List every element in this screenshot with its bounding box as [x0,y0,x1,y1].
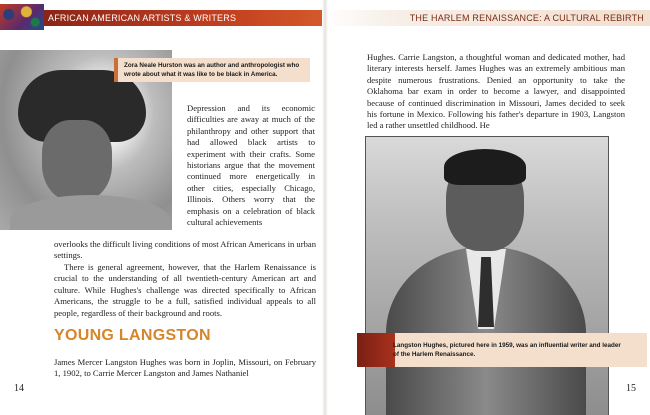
langston-photo-caption: Langston Hughes, pictured here in 1959, was an influential writer and leader of the Harlem Renaissance. [393,342,621,358]
section-heading: YOUNG LANGSTON [54,327,211,344]
running-head-right: THE HARLEM RENAISSANCE: A CULTURAL REBIRTH [409,13,644,23]
right-page [325,0,650,415]
header-collage-image [0,4,44,30]
zora-photo-caption: Zora Neale Hurston was an author and anthropologist who wrote about what it was like to be black in America. [118,58,310,82]
body-paragraph-narrow: Depression and its economic difficulties are away at much of the philanthropy and other support that had allowed black artists to experiment with their crafts. Some historians argue that the movement continued more energetically in other cities, especially Chicago, Illinois. Others worry that the emphasis on a celebration of black cultural achievements [187,103,315,228]
page-number-right: 15 [626,383,636,394]
langston-hughes-photo [365,136,609,415]
langston-photo-caption-box [357,333,647,367]
hair-shape [444,149,526,185]
body-paragraph-top: Hughes. Carrie Langston, a thoughtful woman and dedicated mother, had literary interests herself. James Hughes was an extremely ambitious man despite numerous frustrations. Denied an opportunity to take the Oklahoma bar exam in order to become a lawyer, and disappointed because of continued discrimination in Missouri, James decided to seek his fortune in Mexico. Following his father's departure in 1903, Langston led a rather unsettled childhood. He [367,52,625,131]
body-paragraph-3: James Mercer Langston Hughes was born in Joplin, Missouri, on February 1, 1902, to Carrie Mercer Langston and James Nathaniel [54,357,316,379]
running-head-left: AFRICAN AMERICAN ARTISTS & WRITERS [48,13,237,23]
face-shape [42,120,112,202]
page-number-left: 14 [14,383,24,394]
running-head-band-left [0,10,325,26]
body-paragraph-continued: overlooks the difficult living conditions of most African Americans in urban settings. [54,239,316,261]
caption-accent-bar [357,333,395,367]
running-head-band-right [325,10,650,26]
book-gutter [322,0,328,415]
body-paragraph-2: There is general agreement, however, that the Harlem Renaissance is crucial to the understanding of all twentieth-century American art and culture. While Hughes's challenge was directed specifically to African Americans, the struggle to be a full, satisfied individual appeals to all people, regardless of their background and roots. [54,262,316,318]
shoulders-shape [10,195,170,230]
